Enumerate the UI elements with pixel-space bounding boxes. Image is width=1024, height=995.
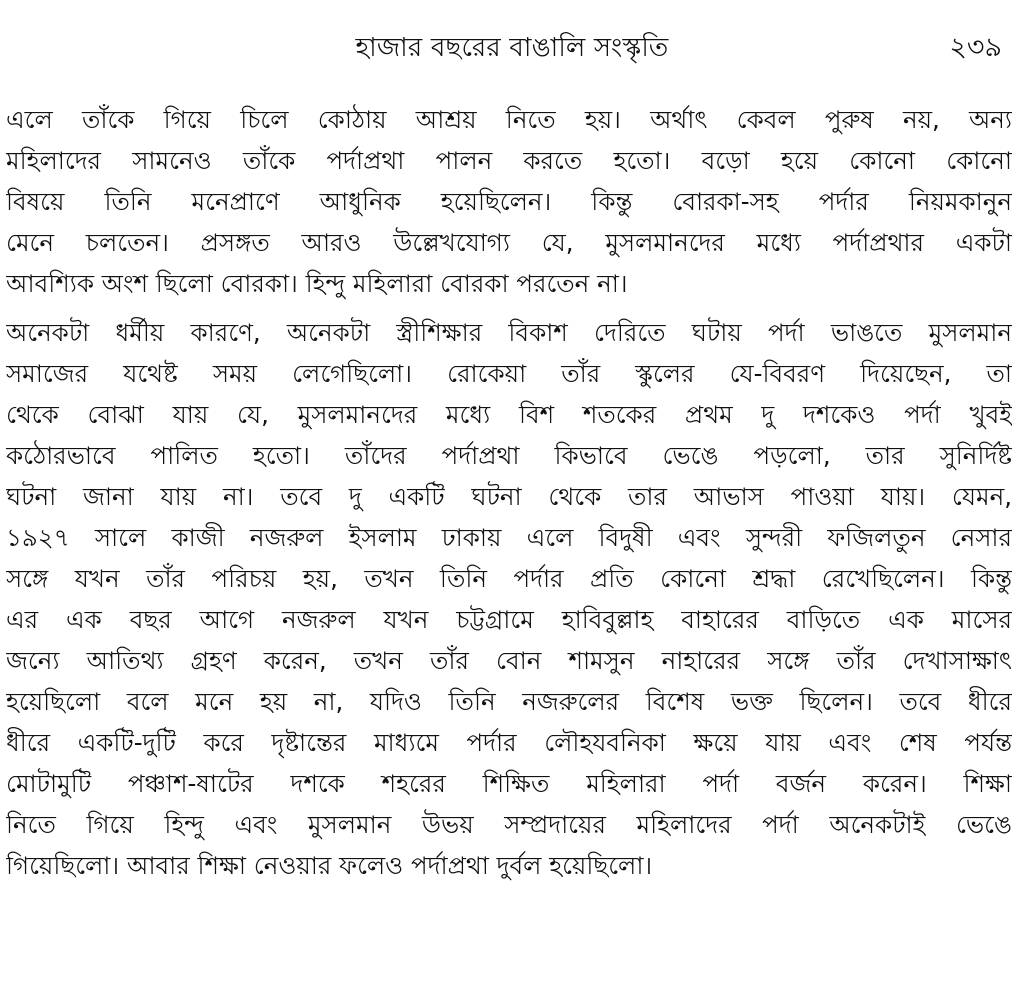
text-line-last: আবশ্যিক অংশ ছিলো বোরকা। হিন্দু মহিলারা বোরকা পরতেন না। (6, 269, 628, 298)
text-line: মেনে চলতেন। প্রসঙ্গত আরও উল্লেখযোগ্য যে, মুসলমানদের মধ্যে পর্দাপ্রথার একটা (6, 228, 1012, 257)
text-line: মোটামুটি পঞ্চাশ-ষাটের দশকে শহরের শিক্ষিত মহিলারা পর্দা বর্জন করেন। শিক্ষা (6, 769, 1012, 798)
text-line-last: গিয়েছিলো। আবার শিক্ষা নেওয়ার ফলেও পর্দাপ্রথা দুর্বল হয়েছিলো। (6, 851, 653, 880)
text-line: মহিলাদের সামনেও তাঁকে পর্দাপ্রথা পালন করতে হতো। বড়ো হয়ে কোনো কোনো (6, 146, 1012, 175)
text-line: অনেকটা ধর্মীয় কারণে, অনেকটা স্ত্রীশিক্ষার বিকাশ দেরিতে ঘটায় পর্দা ভাঙতে মুসলমান (6, 318, 1012, 347)
text-line: ঘটনা জানা যায় না। তবে দু একটি ঘটনা থেকে তার আভাস পাওয়া যায়। যেমন, (6, 482, 1012, 511)
text-line: কঠোরভাবে পালিত হতো। তাঁদের পর্দাপ্রথা কিভাবে ভেঙে পড়লো, তার সুনির্দিষ্ট (6, 441, 1012, 470)
text-line: ধীরে একটি-দুটি করে দৃষ্টান্তের মাধ্যমে পর্দার লৌহযবনিকা ক্ষয়ে যায় এবং শেষ পর্যন্ত (6, 728, 1012, 757)
text-line: এর এক বছর আগে নজরুল যখন চট্টগ্রামে হাবিবুল্লাহ বাহারের বাড়িতে এক মাসের (6, 605, 1012, 634)
text-line: ১৯২৭ সালে কাজী নজরুল ইসলাম ঢাকায় এলে বিদুষী এবং সুন্দরী ফজিলতুন নেসার (6, 523, 1012, 552)
text-line: নিতে গিয়ে হিন্দু এবং মুসলমান উভয় সম্প্রদায়ের মহিলাদের পর্দা অনেকটাই ভেঙে (6, 810, 1012, 839)
paragraph-2 (6, 312, 1012, 886)
body-text (6, 99, 1012, 886)
text-line: জন্যে আতিথ্য গ্রহণ করেন, তখন তাঁর বোন শামসুন নাহারের সঙ্গে তাঁর দেখাসাক্ষাৎ (6, 646, 1012, 675)
text-line: বিষয়ে তিনি মনেপ্রাণে আধুনিক হয়েছিলেন। কিন্তু বোরকা-সহ পর্দার নিয়মকানুন (6, 187, 1012, 216)
text-line: এলে তাঁকে গিয়ে চিলে কোঠায় আশ্রয় নিতে হয়। অর্থাৎ কেবল পুরুষ নয়, অন্য (6, 105, 1012, 134)
running-title: হাজার বছরের বাঙালি সংস্কৃতি (355, 33, 669, 63)
paragraph-1 (6, 99, 1012, 304)
text-line: হয়েছিলো বলে মনে হয় না, যদিও তিনি নজরুলের বিশেষ ভক্ত ছিলেন। তবে ধীরে (6, 687, 1012, 716)
text-line: সমাজের যথেষ্ট সময় লেগেছিলো। রোকেয়া তাঁর স্কুলের যে-বিবরণ দিয়েছেন, তা (6, 359, 1012, 388)
page-number: ২৩৯ (949, 32, 1002, 63)
running-header (0, 28, 1024, 68)
text-line: সঙ্গে যখন তাঁর পরিচয় হয়, তখন তিনি পর্দার প্রতি কোনো শ্রদ্ধা রেখেছিলেন। কিন্তু (6, 564, 1012, 593)
text-line: থেকে বোঝা যায় যে, মুসলমানদের মধ্যে বিশ শতকের প্রথম দু দশকেও পর্দা খুবই (6, 400, 1012, 429)
